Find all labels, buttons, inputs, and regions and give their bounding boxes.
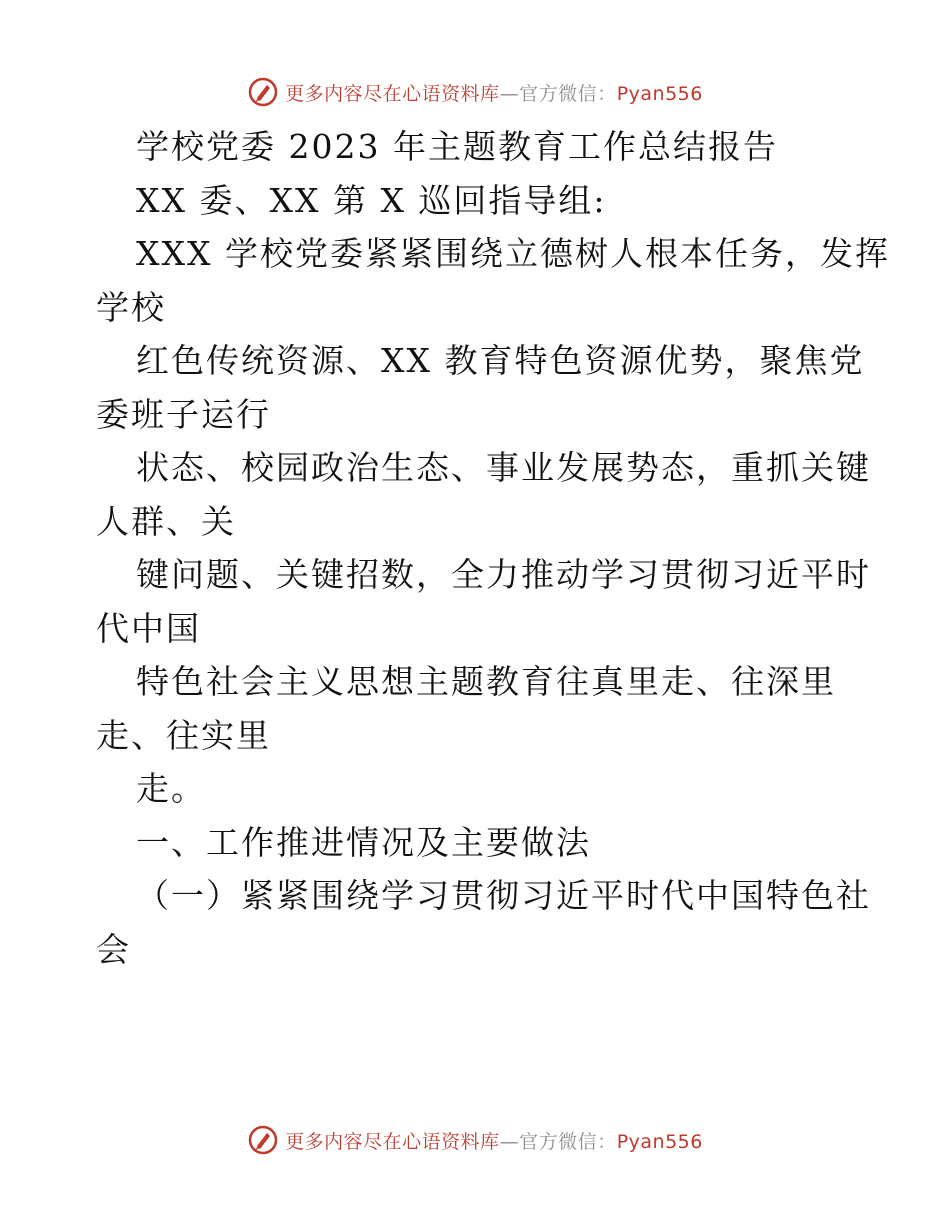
paragraph-line: 学校 bbox=[96, 287, 166, 327]
document-title: 学校党委 2023 年主题教育工作总结报告 bbox=[136, 127, 778, 166]
watermark-separator: — bbox=[499, 82, 520, 105]
watermark-text bbox=[285, 1127, 703, 1154]
paragraph-line: 红色传统资源、XX 教育特色资源优势，聚焦党 bbox=[136, 341, 865, 380]
watermark-wechat-id: Pyan556 bbox=[616, 1130, 703, 1153]
section-heading: 一、工作推进情况及主要做法 bbox=[136, 822, 591, 862]
subsection-heading-continued: 会 bbox=[96, 929, 131, 969]
watermark-wechat-id: Pyan556 bbox=[616, 82, 703, 105]
paragraph-line: 键问题、关键招数，全力推动学习贯彻习近平时 bbox=[136, 555, 871, 594]
paragraph-line: 代中国 bbox=[96, 608, 201, 648]
watermark-brand: 更多内容尽在心语资料库 bbox=[285, 82, 500, 105]
brand-logo-icon bbox=[247, 1124, 279, 1156]
watermark-brand: 更多内容尽在心语资料库 bbox=[285, 1130, 500, 1153]
paragraph-line: 状态、校园政治生态、事业发展势态，重抓关键 bbox=[136, 448, 871, 487]
document-body bbox=[96, 120, 890, 976]
watermark-wechat-label: 官方微信： bbox=[519, 1130, 617, 1153]
paragraph-line: XXX 学校党委紧紧围绕立德树人根本任务，发挥 bbox=[136, 234, 890, 273]
watermark-text bbox=[285, 79, 703, 106]
paragraph-line: 走、往实里 bbox=[96, 715, 271, 755]
brand-logo-icon bbox=[247, 76, 279, 108]
paragraph-line: 人群、关 bbox=[96, 501, 236, 541]
watermark-separator: — bbox=[499, 1130, 520, 1153]
paragraph-line: 走。 bbox=[136, 769, 206, 808]
header-watermark bbox=[0, 72, 950, 112]
document-salutation: XX 委、XX 第 X 巡回指导组: bbox=[136, 180, 607, 220]
paragraph-line: 委班子运行 bbox=[96, 394, 271, 434]
subsection-heading: （一）紧紧围绕学习贯彻习近平时代中国特色社 bbox=[136, 876, 871, 915]
paragraph-line: 特色社会主义思想主题教育往真里走、往深里 bbox=[136, 662, 836, 701]
footer-watermark bbox=[0, 1120, 950, 1160]
watermark-wechat-label: 官方微信： bbox=[519, 82, 617, 105]
